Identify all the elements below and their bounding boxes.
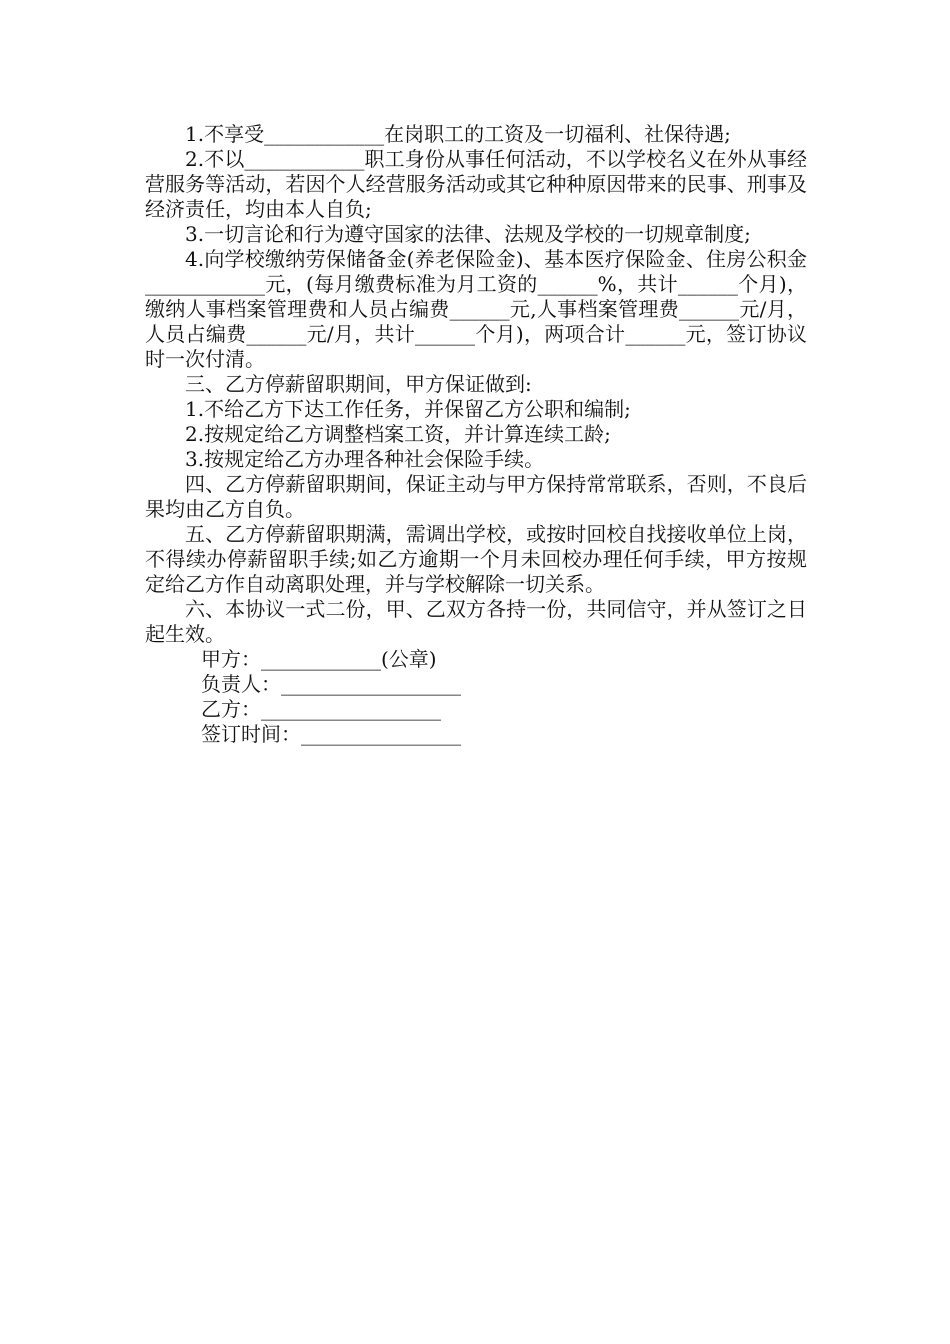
clause-3-obey-rules: 3.一切言论和行为遵守国家的法律、法规及学校的一切规章制度; <box>185 222 751 246</box>
section-5: 五、乙方停薪留职期满，需调出学校，或按时回校自找接收单位上岗，不得续办停薪留职手续;如乙方逾期一个月未回校办理任何手续，甲方按规定给乙方作自动离职处理，并与学校解除一切关系。 <box>145 522 807 596</box>
section-3-item-2: 2.按规定给乙方调整档案工资，并计算连续工龄; <box>185 422 611 446</box>
signature-party-b: 乙方：__________________ <box>201 697 441 721</box>
signature-responsible-person: 负责人：__________________ <box>201 672 461 696</box>
section-6: 六、本协议一式二份，甲、乙双方各持一份，共同信守，并从签订之日起生效。 <box>145 597 807 646</box>
signature-date: 签订时间：________________ <box>201 722 461 746</box>
document-body <box>145 122 807 747</box>
section-3-item-1: 1.不给乙方下达工作任务，并保留乙方公职和编制; <box>185 397 631 421</box>
clause-4-payments: 4.向学校缴纳劳保储备金(养老保险金)、基本医疗保险金、住房公积金____________元，(每月缴费标准为月工资的______%，共计______个月)，缴纳人事档案管理费和人员占编费______元,人事档案管理费______元/月，人员占编费______元/月，共计______个月)，两项合计______元，签订协议时一次付清。 <box>145 247 807 371</box>
signature-party-a: 甲方：____________(公章) <box>201 647 437 671</box>
section-4: 四、乙方停薪留职期间，保证主动与甲方保持常常联系，否则，不良后果均由乙方自负。 <box>145 472 807 521</box>
clause-2-no-identity-activities: 2.不以____________职工身份从事任何活动，不以学校名义在外从事经营服务等活动，若因个人经营服务活动或其它种种原因带来的民事、刑事及经济责任，均由本人自负; <box>145 147 807 221</box>
clause-1-no-benefits: 1.不享受____________在岗职工的工资及一切福利、社保待遇; <box>185 122 731 146</box>
section-3-heading: 三、乙方停薪留职期间，甲方保证做到: <box>185 372 532 396</box>
section-3-item-3: 3.按规定给乙方办理各种社会保险手续。 <box>185 447 545 471</box>
